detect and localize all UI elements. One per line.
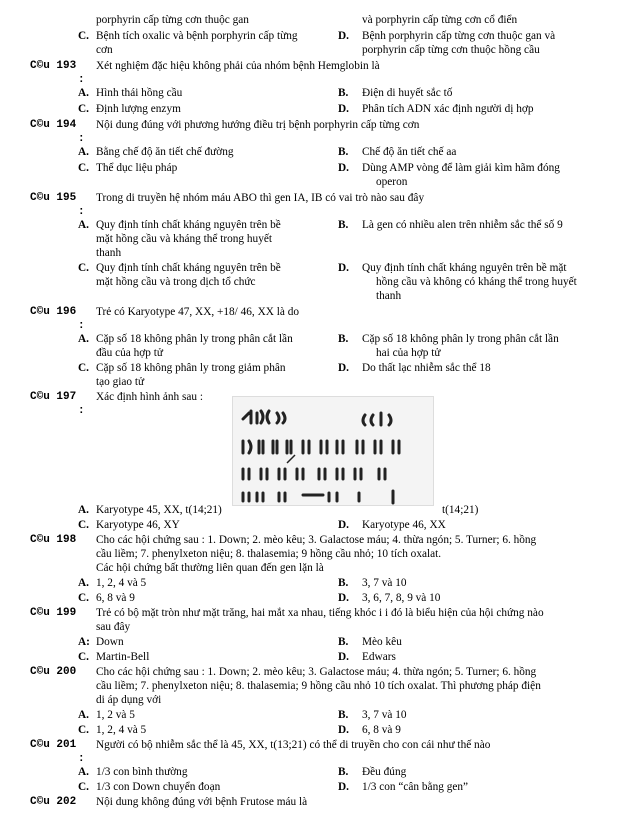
option-letter: D.: [338, 262, 349, 274]
text-line: 3, 6, 7, 8, 9 và 10: [362, 592, 441, 604]
option-letter: B.: [338, 577, 349, 589]
text-line: Mèo kêu: [362, 636, 402, 648]
text-line: Dùng AMP vòng để làm giải kìm hãm đóng: [362, 162, 560, 174]
text-line: mặt hồng cầu và kháng thể trong huyết: [96, 233, 272, 245]
text-line: cơn: [96, 44, 113, 56]
text-line: Do thất lạc nhiễm sắc thể 18: [362, 362, 491, 374]
text-line: di áp dụng với: [96, 694, 162, 706]
text-line: Martin-Bell: [96, 651, 150, 663]
text-line: 1, 2, 4 và 5: [96, 724, 147, 736]
option-letter: A.: [78, 219, 89, 231]
option-letter: C.: [78, 262, 89, 274]
text-line: 6, 8 và 9: [96, 592, 135, 604]
text-line: Nội dung đúng với phương hướng điều trị bệnh porphyrin cấp từng cơn: [96, 119, 420, 131]
option-letter: B.: [338, 333, 349, 345]
text-line: Quy định tính chất kháng nguyên trên bề: [96, 262, 281, 274]
option-letter: A.: [78, 146, 89, 158]
text-line: Cho các hội chứng sau : 1. Down; 2. mèo kêu; 3. Galactose máu; 4. thừa ngón; 5. Turner; 6. hồng: [96, 534, 537, 546]
text-line: Bệnh tích oxalic và bệnh porphyrin cấp từng: [96, 30, 298, 42]
option-letter: D.: [338, 30, 349, 42]
text-line: sau đây: [96, 621, 131, 633]
text-line: Bằng chế độ ăn tiết chế đường: [96, 146, 234, 158]
question-number: C©u 198: [30, 534, 77, 546]
option-letter: A.: [78, 709, 89, 721]
text-line: 3, 7 và 10: [362, 709, 407, 721]
option-letter: A.: [78, 333, 89, 345]
text-line: 1, 2, 4 và 5: [96, 577, 147, 589]
text-line: đầu của hợp tử: [96, 347, 163, 359]
option-letter: B.: [338, 766, 349, 778]
question-colon: :: [78, 753, 85, 765]
option-letter: D.: [338, 781, 349, 793]
text-line: Định lượng enzym: [96, 103, 181, 115]
text-line: Chế độ ăn tiết chế aa: [362, 146, 457, 158]
option-letter: C.: [78, 103, 89, 115]
text-line: Hình thái hồng cầu: [96, 87, 183, 99]
text-line: t(14;21): [442, 504, 479, 516]
question-number: C©u 195: [30, 192, 77, 204]
option-letter: A.: [78, 87, 89, 99]
text-line: cầu liềm; 7. phenylxeton niệu; 8. thalasemia; 9 hồng cầu nhỏ 10 tích oxalat. Thì phương pháp điện: [96, 680, 541, 692]
option-letter: C.: [78, 592, 89, 604]
text-line: Là gen có nhiều alen trên nhiễm sắc thể số 9: [362, 219, 563, 231]
text-line: mặt hồng cầu và trong dịch tổ chức: [96, 276, 256, 288]
option-letter: A.: [78, 766, 89, 778]
option-letter: C.: [78, 724, 89, 736]
option-letter: D.: [338, 724, 349, 736]
option-letter: B.: [338, 87, 349, 99]
text-line: Quy định tính chất kháng nguyên trên bề mặt: [362, 262, 567, 274]
option-letter: C.: [78, 362, 89, 374]
text-line: Cho các hội chứng sau : 1. Down; 2. mèo kêu; 3. Galactose máu; 4. thừa ngón; 5. Turner; 6. hồng: [96, 666, 537, 678]
text-line: Down: [96, 636, 124, 648]
text-line: Điện di huyết sắc tố: [362, 87, 453, 99]
text-line: Bệnh porphyrin cấp từng cơn thuộc gan và: [362, 30, 556, 42]
text-line: 1/3 con “cân bằng gen”: [362, 781, 469, 793]
text-line: 1/3 con bình thường: [96, 766, 188, 778]
text-line: porphyrin cấp từng cơn thuộc gan: [96, 14, 249, 26]
option-letter: B.: [338, 146, 349, 158]
text-line: thanh: [96, 247, 122, 259]
karyotype-figure: [232, 396, 434, 506]
text-line: Cặp số 18 không phân ly trong giảm phân: [96, 362, 286, 374]
text-line: Nội dung không đúng với bệnh Frutose máu là: [96, 796, 308, 808]
option-letter: D.: [338, 592, 349, 604]
text-line: porphyrin cấp từng cơn thuộc hồng cầu: [362, 44, 540, 56]
question-number: C©u 194: [30, 119, 77, 131]
option-letter: A.: [78, 577, 89, 589]
text-line: thanh: [376, 290, 402, 302]
question-number: C©u 199: [30, 607, 77, 619]
text-line: Quy định tính chất kháng nguyên trên bề: [96, 219, 281, 231]
text-line: Người có bộ nhiễm sắc thể là 45, XX, t(13;21) có thể di truyền cho con cái như thế nào: [96, 739, 491, 751]
text-line: Trẻ có bộ mặt tròn như mặt trăng, hai mắt xa nhau, tiếng khóc i i đó là biểu hiện của hội chứng nào: [96, 607, 544, 619]
option-letter: D.: [338, 103, 349, 115]
option-letter: D.: [338, 362, 349, 374]
question-number: C©u 202: [30, 796, 77, 808]
option-letter: A.: [78, 504, 89, 516]
question-colon: :: [78, 133, 85, 145]
text-line: 1/3 con Down chuyển đoạn: [96, 781, 221, 793]
text-line: 6, 8 và 9: [362, 724, 401, 736]
text-line: cầu liềm; 7. phenylxeton niệu; 8. thalasemia; 9 hồng cầu nhỏ; 10 tích oxalat.: [96, 548, 442, 560]
text-line: Đều đúng: [362, 766, 407, 778]
option-letter: C.: [78, 162, 89, 174]
question-colon: :: [78, 74, 85, 86]
question-number: C©u 196: [30, 306, 77, 318]
option-letter: B.: [338, 636, 349, 648]
text-line: 1, 2 và 5: [96, 709, 135, 721]
text-line: tạo giao tử: [96, 376, 145, 388]
question-number: C©u 200: [30, 666, 77, 678]
question-colon: :: [78, 320, 85, 332]
text-line: Thể dục liệu pháp: [96, 162, 178, 174]
text-line: Xét nghiệm đặc hiệu không phải của nhóm bệnh Hemglobin là: [96, 60, 380, 72]
text-line: operon: [376, 176, 408, 188]
option-letter: B.: [338, 219, 349, 231]
question-colon: :: [78, 405, 85, 417]
text-line: Cặp số 18 không phân ly trong phân cắt lần: [362, 333, 559, 345]
text-line: Karyotype 45, XX, t(14;21): [96, 504, 222, 516]
option-letter: A:: [78, 636, 90, 648]
option-letter: C.: [78, 781, 89, 793]
text-line: Trẻ có Karyotype 47, XX, +18/ 46, XX là do: [96, 306, 299, 318]
text-line: Trong di truyền hệ nhóm máu ABO thì gen IA, IB có vai trò nào sau đây: [96, 192, 425, 204]
option-letter: D.: [338, 651, 349, 663]
question-number: C©u 193: [30, 60, 77, 72]
option-letter: B.: [338, 709, 349, 721]
text-line: 3, 7 và 10: [362, 577, 407, 589]
option-letter: C.: [78, 651, 89, 663]
text-line: Xác định hình ảnh sau :: [96, 391, 203, 403]
text-line: Phân tích ADN xác định người dị hợp: [362, 103, 534, 115]
option-letter: C.: [78, 519, 89, 531]
text-line: Cặp số 18 không phân ly trong phân cắt lần: [96, 333, 293, 345]
option-letter: D.: [338, 519, 349, 531]
karyotype-image: [233, 397, 433, 505]
text-line: hồng cầu và không có kháng thể trong huyết: [376, 276, 577, 288]
question-number: C©u 201: [30, 739, 77, 751]
option-letter: D.: [338, 162, 349, 174]
text-line: Edwars: [362, 651, 396, 663]
text-line: hai của hợp tử: [376, 347, 441, 359]
question-colon: :: [78, 206, 85, 218]
option-letter: C.: [78, 30, 89, 42]
text-line: và porphyrin cấp từng cơn cổ điển: [362, 14, 518, 26]
text-line: Các hội chứng bất thường liên quan đến gen lặn là: [96, 562, 324, 574]
text-line: Karyotype 46, XY: [96, 519, 180, 531]
question-number: C©u 197: [30, 391, 77, 403]
text-line: Karyotype 46, XX: [362, 519, 446, 531]
